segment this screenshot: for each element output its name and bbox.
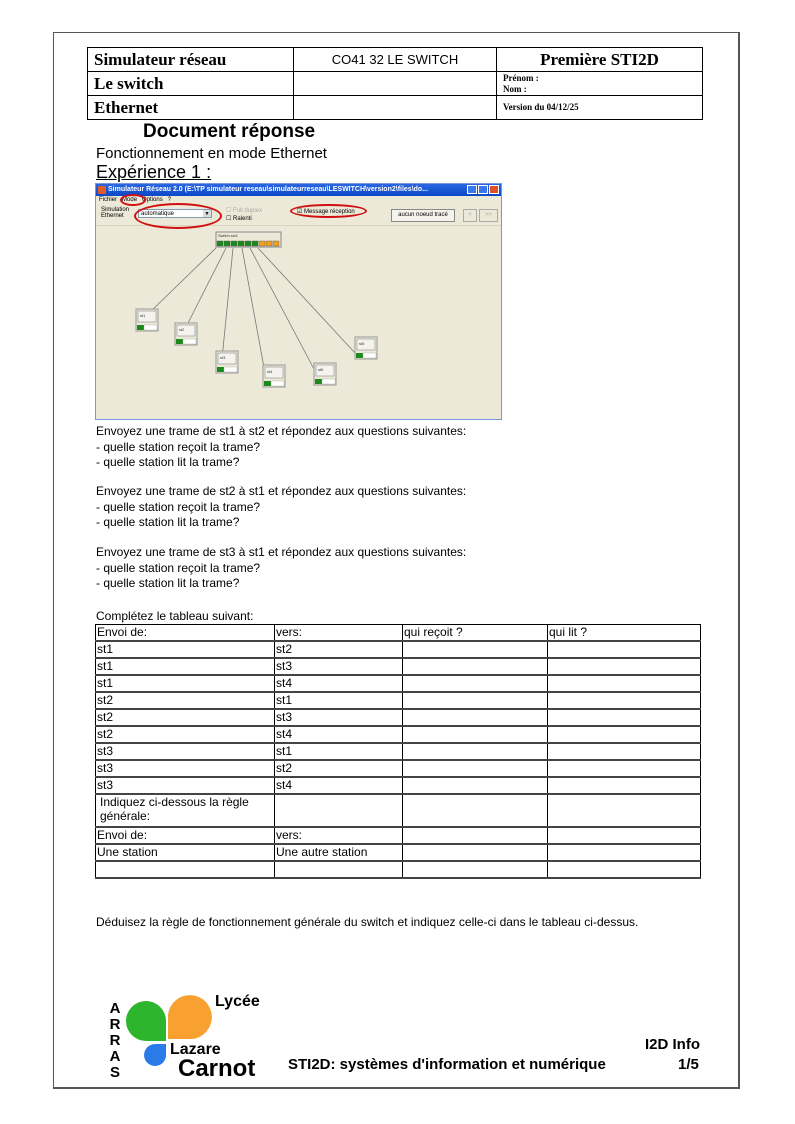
logo-lazare: Lazare xyxy=(170,1041,221,1058)
sim-mode-select: automatique ▼ xyxy=(138,209,212,218)
answer-cell[interactable] xyxy=(548,709,701,726)
question-block-1: Envoyez une trame de st1 à st2 et répondez aux questions suivantes: - quelle station reçoit la trame? - quelle station lit la trame? xyxy=(96,424,467,469)
maximize-icon xyxy=(478,185,488,194)
station-port xyxy=(137,325,144,330)
logo-carnot: Carnot xyxy=(178,1055,256,1082)
table-instruction: Complétez le tableau suivant: xyxy=(96,609,254,623)
switch-port xyxy=(259,241,265,246)
table-cell: Une station xyxy=(96,844,275,861)
table-cell: Une autre station xyxy=(275,844,403,861)
answer-cell[interactable] xyxy=(548,692,701,709)
station-port xyxy=(315,379,322,384)
table-row xyxy=(96,760,701,777)
station-node xyxy=(175,323,197,345)
link-st3 xyxy=(222,248,233,359)
answer-cell[interactable] xyxy=(548,658,701,675)
simulator-screenshot xyxy=(95,183,502,420)
question-block-3: Envoyez une trame de st3 à st1 et répondez aux questions suivantes: - quelle station reçoit la trame? - quelle station lit la trame? xyxy=(96,545,467,590)
table-cell: st1 xyxy=(96,641,275,658)
answer-cell[interactable] xyxy=(548,641,701,658)
lastname-label: Nom : xyxy=(503,83,527,94)
header-class: Première STI2D xyxy=(497,48,703,72)
firstname-label: Prénom : xyxy=(503,72,539,83)
app-icon xyxy=(98,186,106,194)
switch-label: Switch.sw1 xyxy=(218,233,239,238)
table-row xyxy=(96,675,701,692)
table-cell: st2 xyxy=(96,709,275,726)
sim-menu-options: Options xyxy=(142,197,163,203)
table-row xyxy=(96,777,701,794)
answer-cell[interactable] xyxy=(275,794,403,827)
table-cell: st1 xyxy=(275,692,403,709)
answer-cell[interactable] xyxy=(403,794,548,827)
table-cell: st1 xyxy=(96,675,275,692)
answer-cell[interactable] xyxy=(548,743,701,760)
answer-table xyxy=(95,624,701,879)
answer-cell[interactable] xyxy=(403,658,548,675)
answer-cell[interactable] xyxy=(548,861,701,878)
link-st1 xyxy=(146,248,216,316)
table-cell: st4 xyxy=(275,777,403,794)
network-diagram xyxy=(96,226,501,419)
answer-cell[interactable] xyxy=(548,827,701,844)
station-label: st3 xyxy=(220,355,226,360)
header-code: CO41 32 LE SWITCH xyxy=(294,48,497,72)
link-st4 xyxy=(242,248,265,373)
station-node xyxy=(263,365,285,387)
switch-node xyxy=(216,232,281,247)
header-who-receives: qui reçoit ? xyxy=(403,625,548,642)
sim-window-title: Simulateur Réseau 2.0 (E:\TP simulateur reseau\simulateurreseau\LESWITCH\version2\files\do... xyxy=(108,186,429,193)
answer-cell[interactable] xyxy=(403,692,548,709)
link-st2 xyxy=(184,248,226,331)
header-receiver: vers: xyxy=(275,625,403,642)
sim-titlebar xyxy=(96,184,501,196)
answer-cell[interactable] xyxy=(403,861,548,878)
answer-cell[interactable] xyxy=(548,794,701,827)
table-cell: st1 xyxy=(96,658,275,675)
table-cell: st4 xyxy=(275,675,403,692)
logo-orange-leaf xyxy=(168,995,212,1039)
sim-menu-fichier: Fichier xyxy=(99,197,118,203)
sim-ralenti: ☐ Ralenti xyxy=(226,216,252,222)
station-label: st2 xyxy=(179,327,185,332)
header-table xyxy=(87,47,703,120)
minimize-icon xyxy=(467,185,477,194)
table-cell: st2 xyxy=(96,692,275,709)
school-logo xyxy=(108,993,268,1085)
rule-label: Indiquez ci-dessous la règle générale: xyxy=(96,794,275,827)
sim-full-duplex: ☐ Full duplex xyxy=(226,208,263,214)
logo-green-leaf xyxy=(126,1001,166,1041)
table-row xyxy=(96,658,701,675)
rule-header-row xyxy=(96,827,701,844)
close-icon xyxy=(489,185,499,194)
footer-course: I2D Info xyxy=(645,1036,700,1053)
table-row xyxy=(96,743,701,760)
table-cell: Envoi de: xyxy=(96,827,275,844)
link-st6 xyxy=(250,248,315,371)
table-header-row xyxy=(96,625,701,642)
station-node xyxy=(216,351,238,373)
table-cell: st1 xyxy=(275,743,403,760)
table-cell: st3 xyxy=(96,743,275,760)
station-label: st6 xyxy=(318,367,324,372)
sim-menu-help: ? xyxy=(167,197,172,203)
station-port xyxy=(356,353,363,358)
answer-cell[interactable] xyxy=(403,726,548,743)
answer-cell[interactable] xyxy=(548,726,701,743)
table-row xyxy=(96,692,701,709)
table-cell xyxy=(96,861,275,878)
question-block-2: Envoyez une trame de st2 à st1 et répondez aux questions suivantes: - quelle station reçoit la trame? - quelle station lit la trame? xyxy=(96,484,467,529)
station-port xyxy=(217,367,224,372)
answer-cell[interactable] xyxy=(548,675,701,692)
logo-blue-leaf xyxy=(144,1044,166,1066)
table-row xyxy=(96,709,701,726)
version-label: Version du 04/12/25 xyxy=(497,96,703,120)
header-empty-2 xyxy=(294,96,497,120)
document-subtitle: Fonctionnement en mode Ethernet xyxy=(96,145,327,162)
table-cell: st3 xyxy=(96,760,275,777)
table-row xyxy=(96,726,701,743)
footer-subject: STI2D: systèmes d'information et numérique xyxy=(288,1056,606,1073)
station-node xyxy=(355,337,377,359)
answer-cell[interactable] xyxy=(403,827,548,844)
sim-message-reception: ☑ Message réception xyxy=(297,209,355,215)
switch-port xyxy=(245,241,251,246)
chevron-down-icon: ▼ xyxy=(204,211,210,217)
highlight-ring-message xyxy=(290,204,367,218)
answer-cell[interactable] xyxy=(403,760,548,777)
table-cell xyxy=(275,861,403,878)
table-cell: st3 xyxy=(275,709,403,726)
station-node xyxy=(136,309,158,331)
station-label: st4 xyxy=(267,369,273,374)
sim-prev-button: < xyxy=(463,209,477,222)
header-topic: Simulateur réseau xyxy=(88,48,294,72)
switch-port xyxy=(266,241,272,246)
station-node xyxy=(314,363,336,385)
station-label: st1 xyxy=(140,313,146,318)
table-cell: st3 xyxy=(96,777,275,794)
logo-lycee: Lycée xyxy=(215,993,260,1010)
switch-port xyxy=(252,241,258,246)
table-cell: st2 xyxy=(96,726,275,743)
header-sender: Envoi de: xyxy=(96,625,275,642)
table-cell: st2 xyxy=(275,641,403,658)
answer-cell[interactable] xyxy=(403,675,548,692)
page-number: 1/5 xyxy=(678,1056,699,1073)
header-protocol: Ethernet xyxy=(88,96,294,120)
header-empty-1 xyxy=(294,72,497,96)
answer-cell[interactable] xyxy=(403,777,548,794)
rule-label-row xyxy=(96,794,701,827)
switch-port xyxy=(217,241,223,246)
answer-cell[interactable] xyxy=(403,844,548,861)
sim-next-button: >> xyxy=(479,209,498,222)
student-name-field[interactable] xyxy=(497,72,703,96)
switch-port xyxy=(224,241,230,246)
answer-cell[interactable] xyxy=(548,844,701,861)
experience-heading: Expérience 1 : xyxy=(96,162,212,182)
station-label: st5 xyxy=(359,341,365,346)
station-port xyxy=(176,339,183,344)
sim-trace-button: aucun noeud tracé xyxy=(391,209,455,222)
deduce-instruction: Déduisez la règle de fonctionnement générale du switch et indiquez celle-ci dans le tableau ci-dessus. xyxy=(96,915,639,929)
rule-row xyxy=(96,844,701,861)
document-title: Document réponse xyxy=(143,121,316,142)
answer-cell[interactable] xyxy=(403,709,548,726)
answer-cell[interactable] xyxy=(548,777,701,794)
answer-cell[interactable] xyxy=(403,743,548,760)
network-links xyxy=(146,248,355,373)
answer-cell[interactable] xyxy=(548,760,701,777)
switch-port xyxy=(273,241,279,246)
header-who-reads: qui lit ? xyxy=(548,625,701,642)
empty-row xyxy=(96,861,701,878)
switch-port xyxy=(231,241,237,246)
sim-menu-mode: Mode xyxy=(122,197,138,203)
header-subject: Le switch xyxy=(88,72,294,96)
sim-simulation-label: Simulation Ethernet xyxy=(101,207,130,219)
switch-port xyxy=(238,241,244,246)
table-cell: vers: xyxy=(275,827,403,844)
answer-cell[interactable] xyxy=(403,641,548,658)
station-port xyxy=(264,381,271,386)
table-cell: st4 xyxy=(275,726,403,743)
table-row xyxy=(96,641,701,658)
table-cell: st2 xyxy=(275,760,403,777)
link-st5 xyxy=(258,248,355,353)
logo-city: A R R A S xyxy=(109,1000,121,1081)
table-cell: st3 xyxy=(275,658,403,675)
